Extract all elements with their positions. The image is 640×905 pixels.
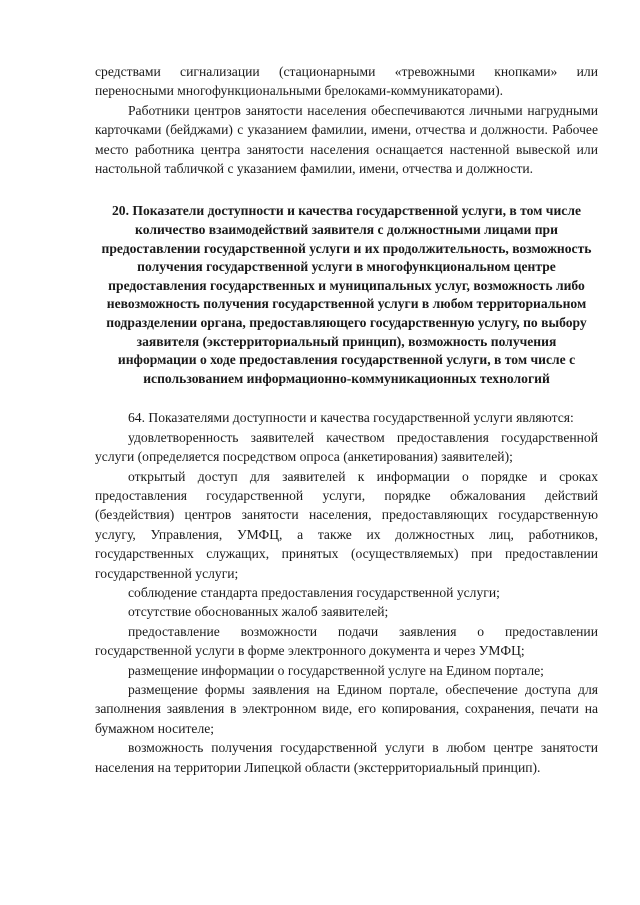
paragraph-staff-badges: Работники центров занятости населения обеспечиваются личными нагрудными карточками (бейджами) с указанием фамилии, имени, отчества и должности. Рабочее место работника центра занятости населения оснащается настенной вывеской или настольной табличкой с указанием фамилии, имени, отчества и должности. [95,102,598,177]
list-item: возможность получения государственной услуги в любом центре занятости населения на территории Липецкой области (экстерриториальный принцип). [95,740,598,775]
indicator-list [95,428,598,777]
list-item: отсутствие обоснованных жалоб заявителей; [128,604,389,620]
list-item: удовлетворенность заявителей качеством предоставления государственной услуги (определяется посредством опроса (анкетирования) заявителей); [95,429,598,465]
section-heading: 20. Показатели доступности и качества государственной услуги, в том числе количество взаимодействий заявителя с должностными лицами при предоставлении государственной услуги и их продолжительность, возможность получения государственной услуги в многофункциональном центре предоставления государственных и муниципальных услуг, возможность либо невозможность получения государственной услуги в любом территориальном подразделении органа, предоставляющего государственную услугу, по выбору заявителя (экстерриториальный принцип), возможность получения информации о ходе предоставления государственной услуги, в том числе с использованием информационно-коммуникационных технологий [101,203,592,386]
spacer [95,178,598,202]
paragraph-continuation: средствами сигнализации (стационарными «тревожными кнопками» или переносными многофункциональными брелоками-коммуникаторами). [95,64,598,99]
list-item: предоставление возможности подачи заявления о предоставлении государственной услуги в форме электронного документа и через УМФЦ; [95,623,598,659]
list-item: открытый доступ для заявителей к информации о порядке и сроках предоставления государственной услуги, порядке обжалования действий (бездействия) центров занятости населения, предоставляющих государственную услугу, Управления, УМФЦ, а также их должностных лиц, работников, государственных служащих, принятых (осуществляемых) при предоставлении государственной услуги; [95,468,598,581]
clause-64: 64. Показателями доступности и качества государственной услуги являются: [128,410,574,426]
spacer [95,388,598,408]
list-item: размещение информации о государственной услуге на Едином портале; [128,662,544,678]
list-item: размещение формы заявления на Едином портале, обеспечение доступа для заполнения заявления в электронном виде, его копирования, сохранения, печати на бумажном носителе; [95,682,598,736]
list-item: соблюдение стандарта предоставления государственной услуги; [128,585,500,601]
